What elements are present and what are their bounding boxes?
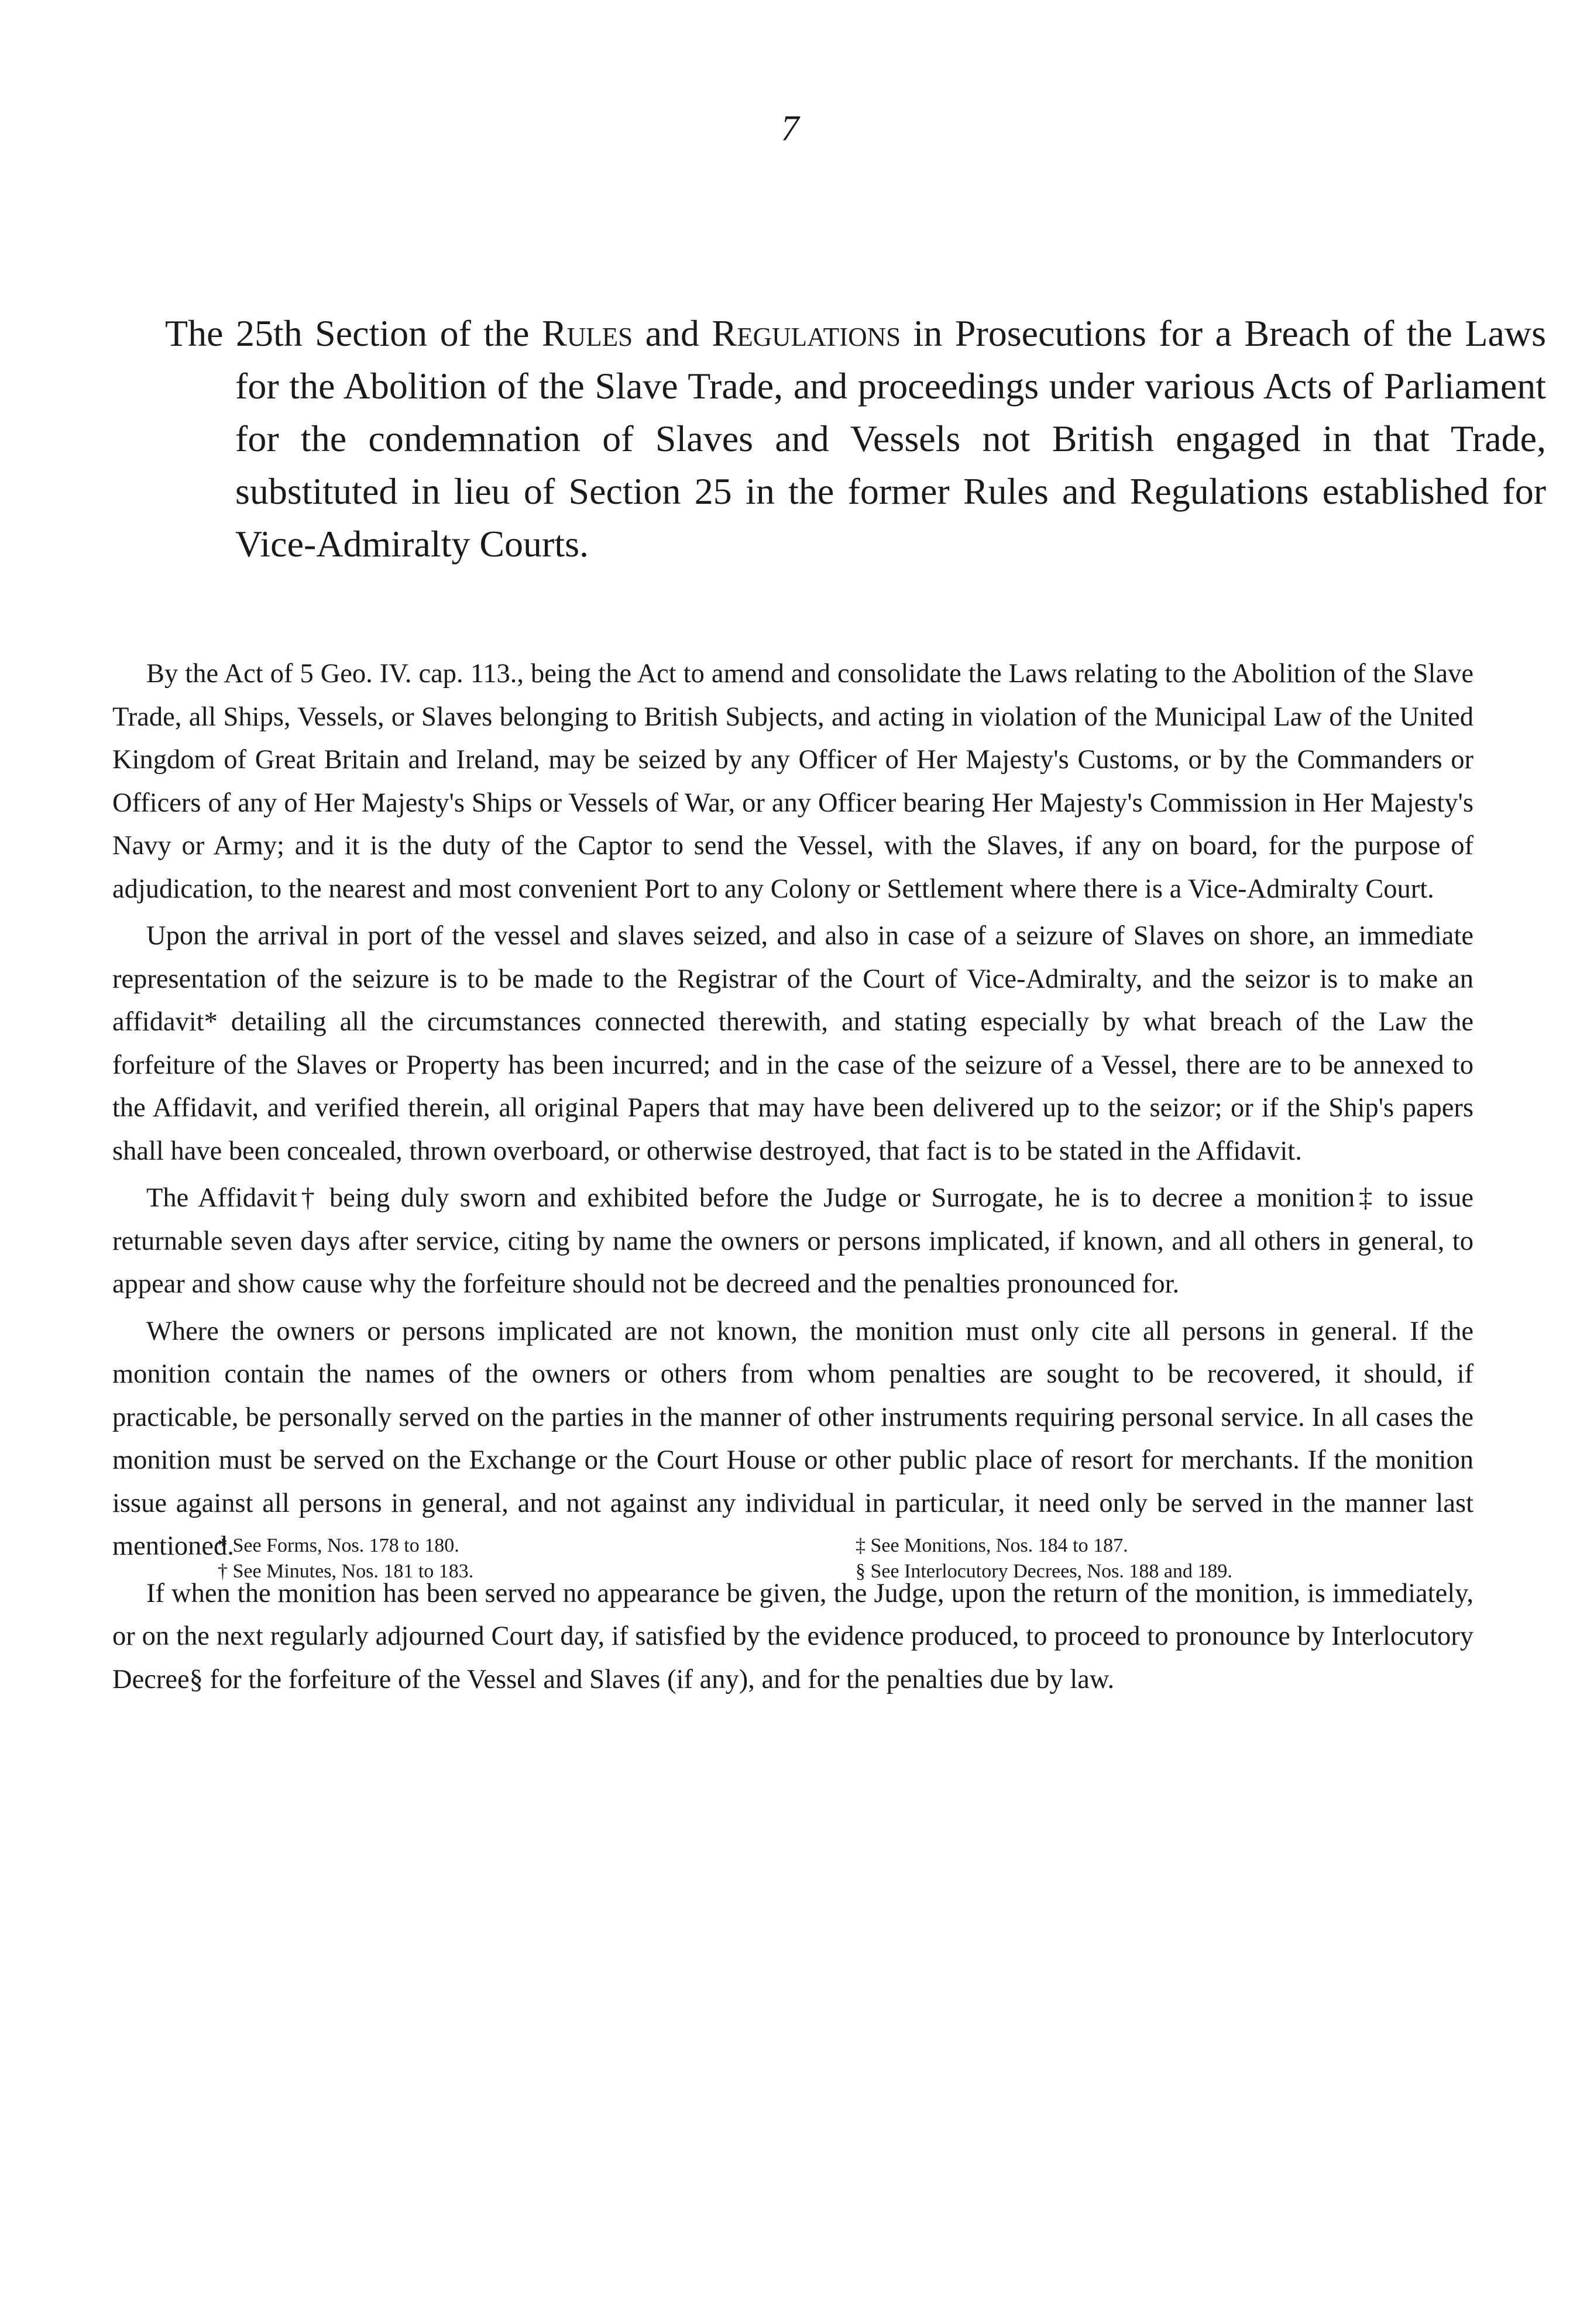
- section-title: [165, 307, 1546, 570]
- paragraph-owners: Where the owners or persons implicated are not known, the monition must only cite all persons in general. If the monition contain the names of the owners or others from whom penalties are sought to be recovered, it should, if practicable, be personally served on the parties in the manner of other instruments requiring personal service. In all cases the monition must be served on the Exchange or the Court House or other public place of resort for merchants. If the monition issue against all persons in general, and not against any individual in particular, it need only be served in the manner last mentioned.: [112, 1316, 1473, 1561]
- footnotes-right-column: [856, 1533, 1232, 1584]
- paragraph-arrival: Upon the arrival in port of the vessel and slaves seized, and also in case of a seizure of Slaves on shore, an immediate representation of the seizure is to be made to the Registrar of the Court of Vice-Admiralty, and the seizor is to make an affidavit* detailing all the circumstances connected therewith, and stating especially by what breach of the Law the forfeiture of the Slaves or Property has been incurred; and in the case of the seizure of a Vessel, there are to be annexed to the Affidavit, and verified therein, all original Papers that may have been delivered up to the seizor; or if the Ship's papers shall have been concealed, thrown overboard, or otherwise destroyed, that fact is to be stated in the Affidavit.: [112, 921, 1473, 1166]
- footnote-decrees: § See Interlocutory Decrees, Nos. 188 and 189.: [856, 1560, 1232, 1582]
- footnote-minutes: † See Minutes, Nos. 181 to 183.: [218, 1560, 474, 1582]
- title-part-3: in Prosecutions for a Breach of the Laws for the Abolition of the Slave Trade, and proceedings under various Acts of Parliament for the condemnation of Slaves and Vessels not British engaged in that Trade, substituted in lieu of Section 25 in the former Rules and Regulations established for Vice-Admiralty Courts.: [235, 312, 1547, 565]
- footnote-monitions: ‡ See Monitions, Nos. 184 to 187.: [856, 1535, 1128, 1556]
- title-part-2: and: [633, 312, 712, 354]
- title-part-1: The 25th Section of the: [165, 312, 542, 354]
- paragraph-appearance: If when the monition has been served no appearance be given, the Judge, upon the return of the monition, is immediately, or on the next regularly adjourned Court day, if satisfied by the evidence produced, to proceed to pronounce by Interlocutory Decree§ for the forfeiture of the Vessel and Slaves (if any), and for the penalties due by law.: [112, 1578, 1473, 1694]
- title-regulations-smallcaps: Regulations: [712, 312, 901, 354]
- paragraph-affidavit: The Affidavit† being duly sworn and exhibited before the Judge or Surrogate, he is to decree a monition‡ to issue returnable seven days after service, citing by name the owners or persons implicated, if known, and all others in general, to appear and show cause why the forfeiture should not be decreed and the penalties pronounced for.: [112, 1183, 1473, 1299]
- footnotes-left-column: [218, 1533, 473, 1584]
- page-number: 7: [781, 109, 799, 149]
- paragraph-act: By the Act of 5 Geo. IV. cap. 113., being the Act to amend and consolidate the Laws relating to the Abolition of the Slave Trade, all Ships, Vessels, or Slaves belonging to British Subjects, and acting in violation of the Municipal Law of the United Kingdom of Great Britain and Ireland, may be seized by any Officer of Her Majesty's Customs, or by the Commanders or Officers of any of Her Majesty's Ships or Vessels of War, or any Officer bearing Her Majesty's Commission in Her Majesty's Navy or Army; and it is the duty of the Captor to send the Vessel, with the Slaves, if any on board, for the purpose of adjudication, to the nearest and most convenient Port to any Colony or Settlement where there is a Vice-Admiralty Court.: [112, 659, 1473, 904]
- footnote-forms: * See Forms, Nos. 178 to 180.: [218, 1535, 459, 1556]
- title-rules-smallcaps: Rules: [542, 312, 633, 354]
